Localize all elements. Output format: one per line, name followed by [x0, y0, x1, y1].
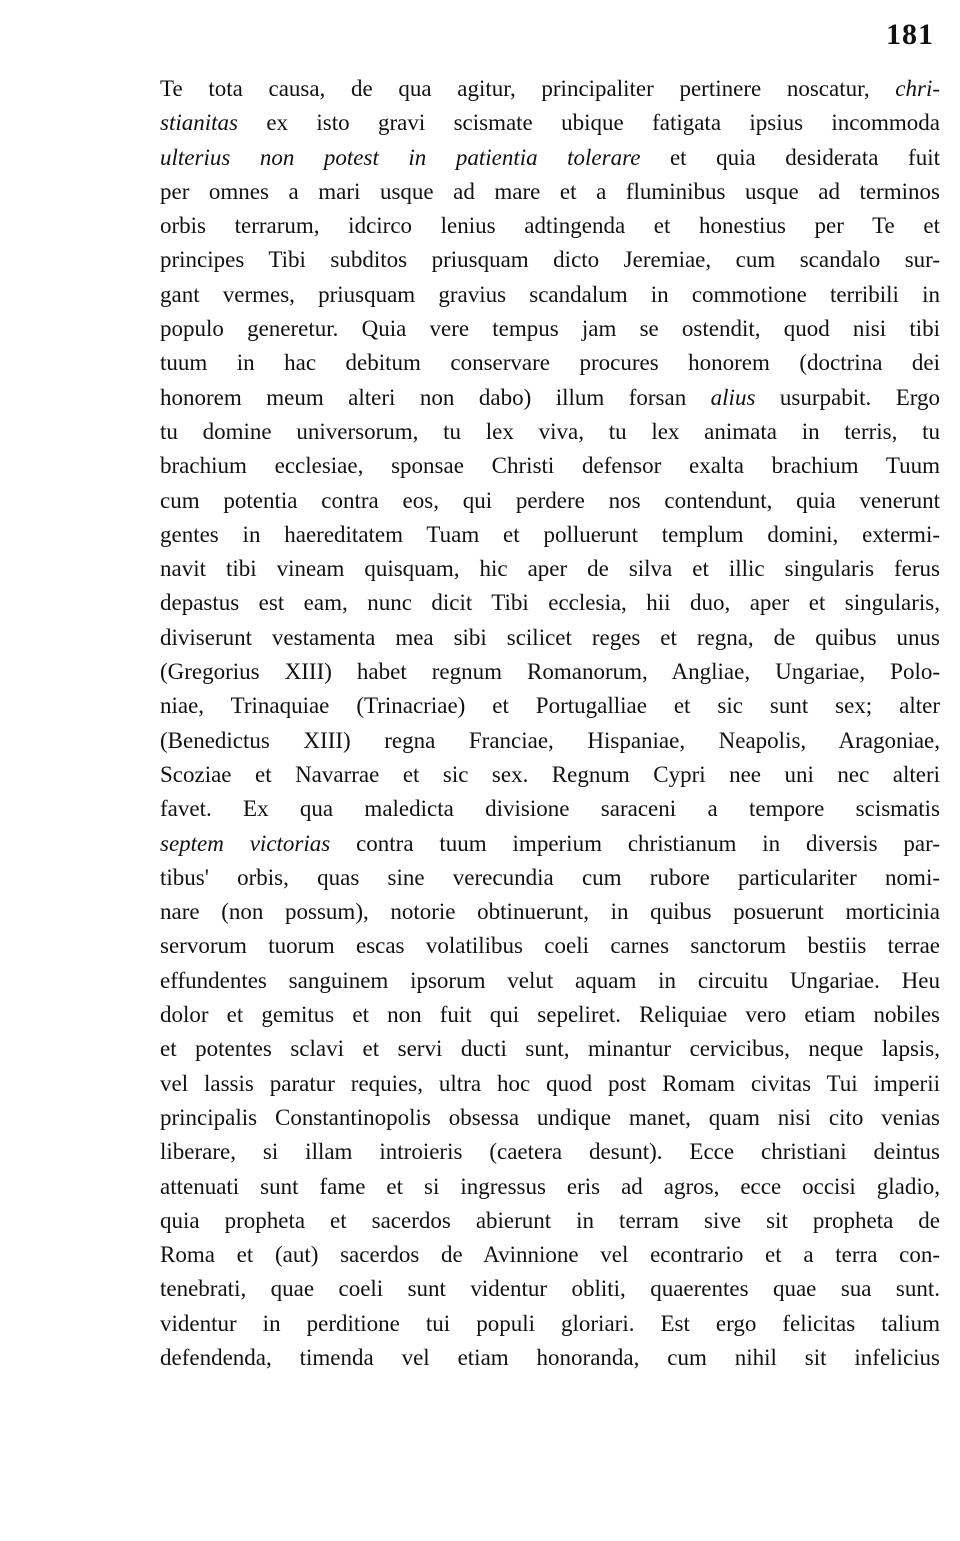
- text-line: [160, 689, 940, 723]
- text-segment: videntur in perditione tui populi gloriari. Est ergo felicitas talium: [160, 1310, 940, 1336]
- text-segment: per omnes a mari usque ad mare et a fluminibus usque ad terminos: [160, 178, 940, 204]
- text-segment: populo generetur. Quia vere tempus jam se ostendit, quod nisi tibi: [160, 316, 940, 342]
- text-line: [160, 209, 940, 243]
- text-segment: usurpabit. Ergo: [755, 384, 940, 410]
- text-segment: Roma et (aut) sacerdos de Avinnione vel econtrario et a terra con-: [160, 1242, 940, 1268]
- text-line: [160, 106, 940, 140]
- text-segment: navit tibi vineam quisquam, hic aper de silva et illic singularis ferus: [160, 556, 940, 582]
- text-segment: Scoziae et Navarrae et sic sex. Regnum Cypri nee uni nec alteri: [160, 761, 940, 787]
- text-line: [160, 484, 940, 518]
- text-line: [160, 1238, 940, 1272]
- text-line: [160, 964, 940, 998]
- italic-text: stianitas: [160, 110, 238, 136]
- text-line: [160, 552, 940, 586]
- text-line: [160, 1341, 940, 1375]
- text-line: [160, 1032, 940, 1066]
- text-segment: orbis terrarum, idcirco lenius adtingenda et honestius per Te et: [160, 213, 940, 239]
- text-segment: favet. Ex qua maledicta divisione saraceni a tempore scismatis: [160, 796, 940, 822]
- text-segment: nare (non possum), notorie obtinuerunt, in quibus posuerunt morticinia: [160, 899, 940, 925]
- text-line: [160, 449, 940, 483]
- text-segment: defendenda, timenda vel etiam honoranda, cum nihil sit infelicius: [160, 1344, 940, 1370]
- text-segment: gant vermes, priusquam gravius scandalum in commotione terribili in: [160, 281, 940, 307]
- text-segment: niae, Trinaquiae (Trinacriae) et Portugalliae et sic sunt sex; alter: [160, 693, 940, 719]
- text-line: [160, 518, 940, 552]
- text-segment: principalis Constantinopolis obsessa undique manet, quam nisi cito venias: [160, 1104, 940, 1130]
- text-line: [160, 381, 940, 415]
- text-segment: principes Tibi subditos priusquam dicto Jeremiae, cum scandalo sur-: [160, 247, 940, 273]
- text-segment: tuum in hac debitum conservare procures honorem (doctrina dei: [160, 350, 940, 376]
- text-segment: diviserunt vestamenta mea sibi scilicet reges et regna, de quibus unus: [160, 624, 940, 650]
- text-line: [160, 346, 940, 380]
- text-segment: servorum tuorum escas volatilibus coeli carnes sanctorum bestiis terrae: [160, 933, 940, 959]
- text-segment: vel lassis paratur requies, ultra hoc quod post Romam civitas Tui imperii: [160, 1070, 940, 1096]
- text-line: [160, 175, 940, 209]
- text-line: [160, 792, 940, 826]
- text-line: [160, 1067, 940, 1101]
- text-line: [160, 1135, 940, 1169]
- italic-text: chri-: [895, 76, 940, 101]
- text-line: [160, 758, 940, 792]
- text-segment: et quia desiderata fuit: [640, 144, 940, 170]
- italic-text: septem victorias: [160, 830, 331, 856]
- text-line: [160, 895, 940, 929]
- text-segment: ex isto gravi scismate ubique fatigata ipsius incommoda: [237, 110, 940, 136]
- text-line: [160, 278, 940, 312]
- text-line: [160, 586, 940, 620]
- text-segment: quia propheta et sacerdos abierunt in terram sive sit propheta de: [160, 1207, 940, 1233]
- text-segment: (Benedictus XIII) regna Franciae, Hispaniae, Neapolis, Aragoniae,: [160, 727, 940, 753]
- text-line: [160, 621, 940, 655]
- text-segment: tenebrati, quae coeli sunt videntur obliti, quaerentes quae sua sunt.: [160, 1276, 940, 1302]
- text-segment: liberare, si illam introieris (caetera desunt). Ecce christiani deintus: [160, 1139, 940, 1165]
- text-line: [160, 1307, 940, 1341]
- text-line: [160, 312, 940, 346]
- text-line: [160, 415, 940, 449]
- text-segment: dolor et gemitus et non fuit qui sepeliret. Reliquiae vero etiam nobiles: [160, 1002, 940, 1028]
- italic-text: ulterius non potest in patientia tolerare: [160, 144, 641, 170]
- text-line: [160, 1101, 940, 1135]
- text-line: [160, 998, 940, 1032]
- text-segment: et potentes sclavi et servi ducti sunt, minantur cervicibus, neque lapsis,: [160, 1036, 940, 1062]
- text-segment: Te tota causa, de qua agitur, principaliter pertinere noscatur,: [160, 76, 896, 101]
- text-line: [160, 827, 940, 861]
- text-line: [160, 243, 940, 277]
- text-line: [160, 861, 940, 895]
- body-text: [160, 72, 940, 1375]
- text-segment: tibus' orbis, quas sine verecundia cum rubore particulariter nomi-: [160, 864, 940, 890]
- text-segment: attenuati sunt fame et si ingressus eris ad agros, ecce occisi gladio,: [160, 1173, 940, 1199]
- text-segment: tu domine universorum, tu lex viva, tu lex animata in terris, tu: [160, 418, 940, 444]
- text-segment: gentes in haereditatem Tuam et polluerunt templum domini, extermi-: [160, 521, 940, 547]
- text-line: [160, 724, 940, 758]
- text-segment: effundentes sanguinem ipsorum velut aquam in circuitu Ungariae. Heu: [160, 967, 940, 993]
- text-line: [160, 1272, 940, 1306]
- text-segment: (Gregorius XIII) habet regnum Romanorum, Angliae, Ungariae, Polo-: [160, 659, 940, 685]
- italic-text: alius: [710, 384, 756, 410]
- text-line: [160, 141, 940, 175]
- text-segment: depastus est eam, nunc dicit Tibi ecclesia, hii duo, aper et singularis,: [160, 590, 940, 616]
- text-line: [160, 1170, 940, 1204]
- text-segment: contra tuum imperium christianum in diversis par-: [330, 830, 940, 856]
- text-line: [160, 655, 940, 689]
- text-segment: brachium ecclesiae, sponsae Christi defensor exalta brachium Tuum: [160, 453, 940, 479]
- text-line: [160, 72, 940, 106]
- page-number: 181: [886, 18, 934, 51]
- text-segment: honorem meum alteri non dabo) illum forsan: [160, 384, 711, 410]
- text-line: [160, 929, 940, 963]
- text-line: [160, 1204, 940, 1238]
- text-segment: cum potentia contra eos, qui perdere nos contendunt, quia venerunt: [160, 487, 940, 513]
